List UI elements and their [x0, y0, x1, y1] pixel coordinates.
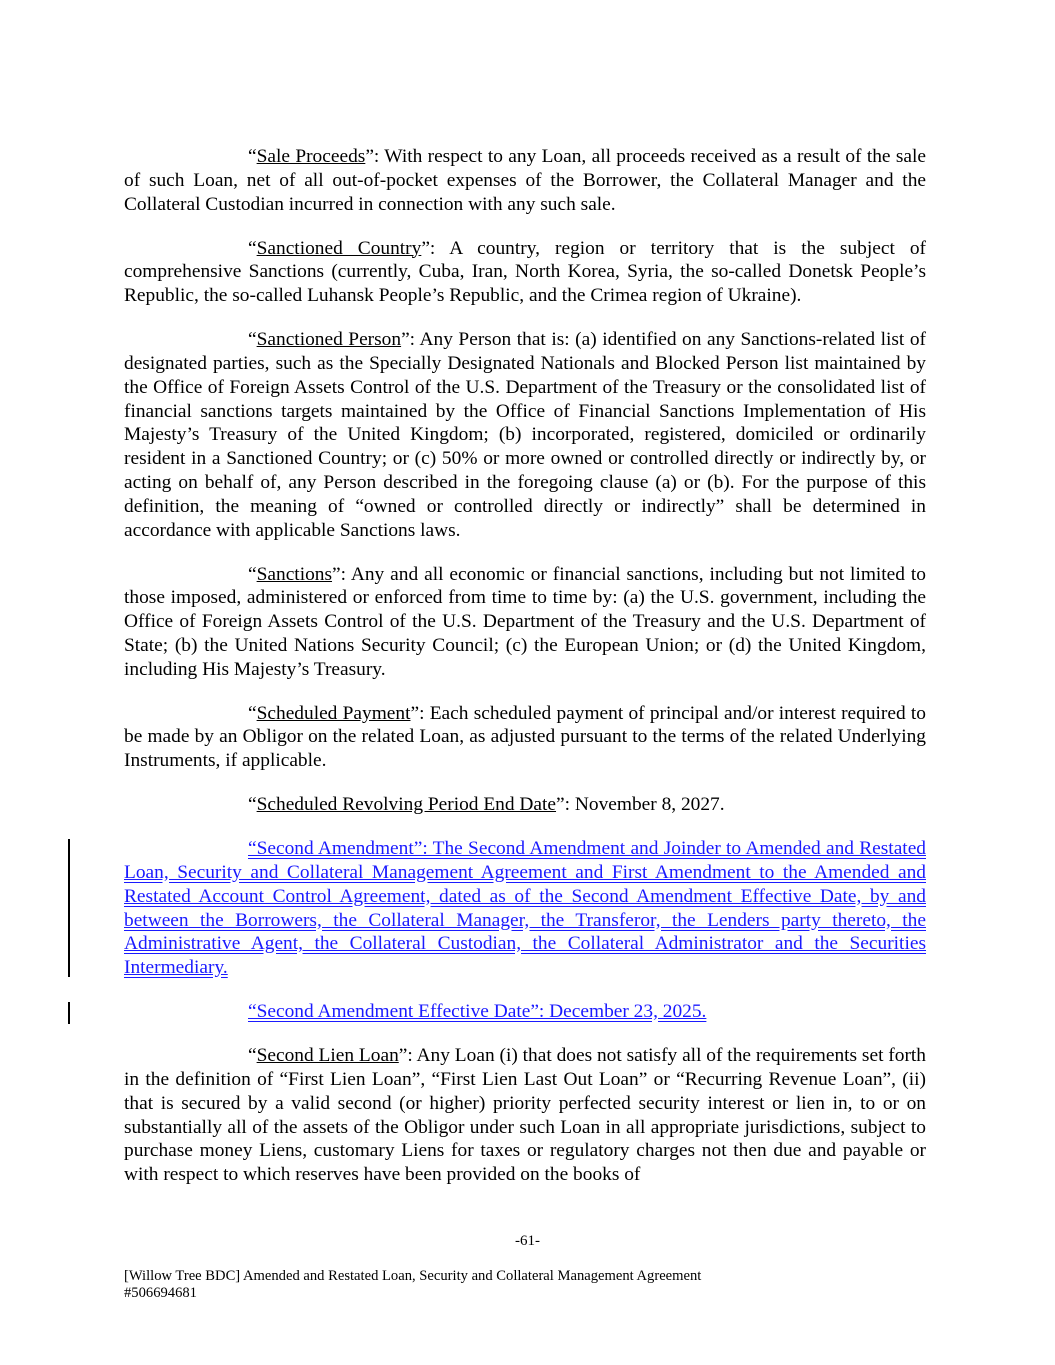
quote: “: [248, 702, 257, 724]
defined-term: Scheduled Revolving Period End Date: [256, 794, 557, 816]
definition-second-lien-loan: [124, 1044, 926, 1187]
definition-sale-proceeds: [124, 145, 926, 216]
definition-scheduled-payment: [124, 702, 926, 773]
defined-term: Sanctioned Person: [256, 329, 402, 351]
defined-term: Sanctions: [256, 563, 333, 585]
definition-text: ”: With respect to any Loan, all proceeds received as a result of the sale of such Loan, net of all out-of-pocket expenses of the Borrower, the Collateral Manager and the Collateral Custodian incurred in connection with any such sale.: [124, 146, 926, 215]
definition-text: ”: Any Person that is: (a) identified on any Sanctions-related list of designated parties, such as the Specially Designated Nationals and Blocked Person list maintained by the Office of Foreign Assets Control of the U.S. Department of the Treasury or the consolidated list of financial sanctions targets maintained by the Office of Financial Sanctions Implementation of His Majesty’s Treasury of the United Kingdom; (b) incorporated, registered, domiciled or ordinarily resident in a Sanctioned Country; or (c) 50% or more owned or controlled directly or indirectly by, or acting on behalf of, any Person described in the foregoing clause (a) or (b). For the purpose of this definition, the meaning of “owned or controlled directly or indirectly” shall be determined in accordance with applicable Sanctions laws.: [124, 329, 926, 541]
defined-term: Sanctioned Country: [256, 237, 422, 259]
document-body: [124, 145, 926, 1207]
footer: [124, 1268, 701, 1301]
inserted-definition-second-amendment-effective-date: [124, 1000, 926, 1024]
change-bar: [68, 1002, 70, 1024]
inserted-definition-second-amendment: [124, 837, 926, 980]
definition-text: ”: Each scheduled payment of principal and/or interest required to be made by an Obligor on the related Loan, as adjusted pursuant to the terms of the related Underlying Instruments, if applicable.: [124, 702, 927, 772]
defined-term: Second Lien Loan: [256, 1045, 399, 1067]
change-bar: [68, 839, 70, 977]
definition-scheduled-revolving-period-end-date: [124, 793, 926, 817]
quote: “: [248, 1045, 257, 1067]
quote: “: [248, 146, 257, 167]
definition-text: ”: A country, region or territory that is the subject of comprehensive Sanctions (currently, Cuba, Iran, North Korea, Syria, the so-called Donetsk People’s Republic, the so-called Luhansk People’s Republic, and the Crimea region of Ukraine).: [124, 237, 926, 307]
inserted-text: “Second Amendment”: The Second Amendment and Joinder to Amended and Restated Loan, Security and Collateral Management Agreement and First Amendment to the Amended and Restated Account Control Agreement, dated as of the Second Amendment Effective Date, by and between the Borrowers, the Collateral Manager, the Transferor, the Lenders party thereto, the Administrative Agent, the Collateral Custodian, the Collateral Administrator and the Securities Intermediary.: [124, 838, 926, 979]
definition-sanctioned-country: [124, 237, 926, 308]
quote: “: [248, 794, 257, 816]
page-number: -61-: [515, 1233, 540, 1249]
definition-text: ”: November 8, 2027.: [556, 794, 725, 816]
quote: “: [248, 329, 257, 351]
footer-doc-id: #506694681: [124, 1284, 197, 1301]
defined-term: Scheduled Payment: [256, 702, 411, 724]
defined-term: Sale Proceeds: [256, 146, 366, 167]
definition-sanctions: [124, 563, 926, 682]
definition-sanctioned-person: [124, 328, 926, 542]
definition-text: ”: Any and all economic or financial sanctions, including but not limited to those imposed, administered or enforced from time to time by: (a) the U.S. government, including the Office of Foreign Assets Control of the U.S. Department of the Treasury and the U.S. Department of State; (b) the United Nations Security Council; (c) the European Union; or (d) the United Kingdom, including His Majesty’s Treasury.: [124, 563, 926, 680]
quote: “: [248, 237, 257, 259]
inserted-text: “Second Amendment Effective Date”: December 23, 2025.: [248, 1001, 707, 1023]
definition-text: ”: Any Loan (i) that does not satisfy all of the requirements set forth in the definition of “First Lien Loan”, “First Lien Last Out Loan” or “Recurring Revenue Loan”, (ii) that is secured by a valid second (or higher) priority perfected security interest or lien in, to or on substantially all of the assets of the Obligor under such Loan in all appropriate jurisdictions, subject to purchase money Liens, customary Liens for taxes or regulatory charges not then due and payable or with respect to which reserves have been provided on the books of: [124, 1045, 927, 1186]
quote: “: [248, 563, 257, 585]
footer-title: [Willow Tree BDC] Amended and Restated Loan, Security and Collateral Management Agreement: [124, 1268, 702, 1284]
